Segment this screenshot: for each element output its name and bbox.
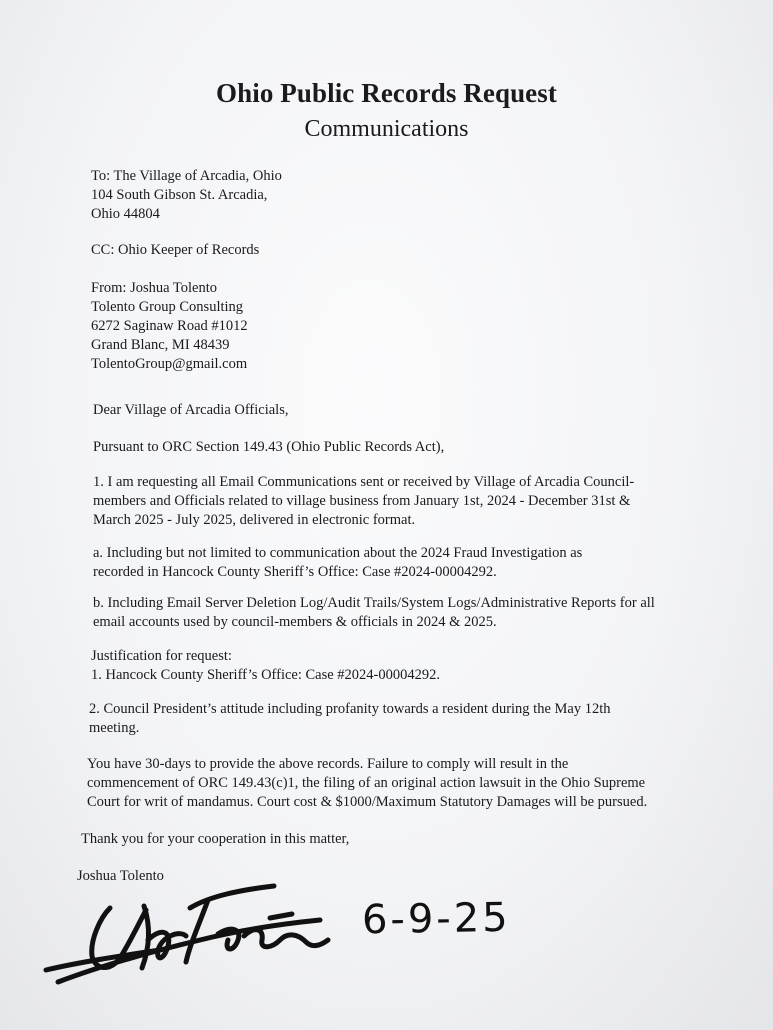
justification-line: 1. Hancock County Sheriff’s Office: Case #2024-00004292. [91, 667, 441, 683]
justification [91, 647, 440, 685]
signer-name: Joshua Tolento [77, 868, 164, 884]
handwritten-signature [40, 870, 340, 990]
recipient-line: Ohio 44804 [91, 206, 160, 222]
justification-heading: Justification for request: [91, 648, 232, 664]
recipient-line: 104 South Gibson St. Arcadia, [91, 187, 268, 203]
recipient-line: To: The Village of Arcadia, Ohio [91, 168, 282, 184]
request-line: 1. I am requesting all Email Communications sent or received by Village of Arcadia Council- [93, 474, 635, 490]
justification-line: 2. Council President’s attitude including profanity towards a resident during the May 12th [89, 701, 611, 717]
request-line: members and Officials related to village business from January 1st, 2024 - December 31st & [93, 493, 631, 509]
sender-line: TolentoGroup@gmail.com [91, 356, 248, 372]
page-subtitle: Communications [304, 116, 469, 142]
handwritten-date: 6-9-25 [361, 894, 512, 944]
request-line: b. Including Email Server Deletion Log/Audit Trails/System Logs/Administrative Reports for all [93, 595, 655, 611]
request-line: recorded in Hancock County Sheriff’s Office: Case #2024-00004292. [93, 564, 497, 580]
justification-line: meeting. [89, 720, 140, 736]
closing-line: Thank you for your cooperation in this matter, [81, 831, 350, 847]
deadline-line: You have 30-days to provide the above records. Failure to comply will result in the [87, 756, 569, 772]
deadline-line: commencement of ORC 149.43(c)1, the filing of an original action lawsuit in the Ohio Supreme [87, 775, 646, 791]
sender-line: Tolento Group Consulting [91, 299, 244, 315]
deadline-line: Court for writ of mandamus. Court cost & $1000/Maximum Statutory Damages will be pursued. [87, 794, 648, 810]
pursuant-line: Pursuant to ORC Section 149.43 (Ohio Public Records Act), [93, 439, 445, 455]
sender-address [91, 279, 248, 374]
request-line: a. Including but not limited to communication about the 2024 Fraud Investigation as [93, 545, 583, 561]
request-line: March 2025 - July 2025, delivered in electronic format. [93, 512, 416, 528]
request-item-1 [93, 473, 634, 530]
sender-line: From: Joshua Tolento [91, 280, 217, 296]
request-item-a [93, 544, 582, 582]
sender-line: Grand Blanc, MI 48439 [91, 337, 230, 353]
deadline-paragraph [87, 755, 647, 812]
page-title: Ohio Public Records Request [216, 78, 557, 108]
request-line: email accounts used by council-members & officials in 2024 & 2025. [93, 614, 497, 630]
recipient-address [91, 167, 282, 224]
justification-item-2 [89, 700, 611, 738]
cc-line: CC: Ohio Keeper of Records [91, 242, 260, 258]
request-item-b [93, 594, 655, 632]
sender-line: 6272 Saginaw Road #1012 [91, 318, 248, 334]
salutation: Dear Village of Arcadia Officials, [93, 402, 289, 418]
